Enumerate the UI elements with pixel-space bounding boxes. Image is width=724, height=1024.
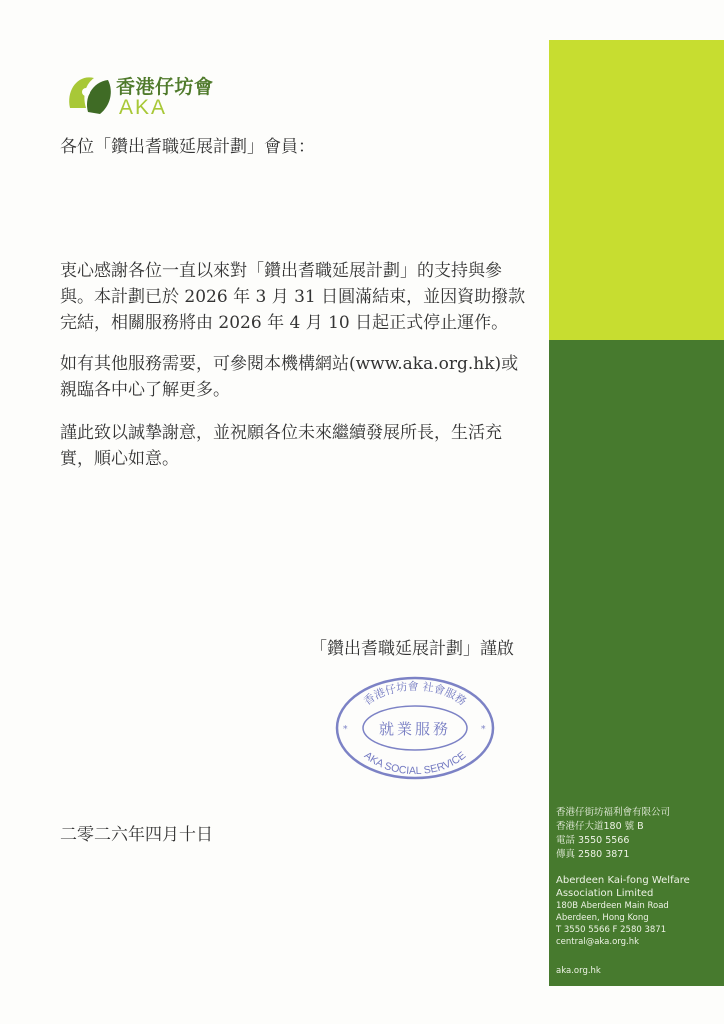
contact-cn-line: 傳真 2580 3871 bbox=[556, 849, 630, 860]
paragraph-line: 實，順心如意。 bbox=[60, 449, 179, 469]
svg-text:*: * bbox=[481, 725, 486, 735]
body-paragraph-3 bbox=[60, 420, 502, 472]
contact-en-line: T 3550 5566 F 2580 3871 bbox=[556, 925, 667, 935]
organization-logo bbox=[64, 68, 234, 124]
logo-chinese-name: 香港仔坊會 bbox=[116, 76, 214, 98]
contact-website: aka.org.hk bbox=[556, 966, 601, 976]
organization-stamp bbox=[333, 672, 497, 782]
paragraph-line: 衷心感謝各位一直以來對「鑽出耆職延展計劃」的支持與參 bbox=[60, 261, 502, 281]
body-paragraph-1 bbox=[60, 258, 525, 336]
svg-text:*: * bbox=[343, 725, 348, 735]
contact-en-name-line: Aberdeen Kai-fong Welfare bbox=[556, 875, 690, 886]
contact-en-name-line: Association Limited bbox=[556, 888, 654, 899]
paragraph-line: 謹此致以誠摯謝意，並祝願各位未來繼續發展所長，生活充 bbox=[60, 423, 502, 443]
salutation: 各位「鑽出耆職延展計劃」會員： bbox=[60, 137, 315, 157]
paragraph-line: 完結，相關服務將由 2026 年 4 月 10 日起正式停止運作。 bbox=[60, 313, 509, 333]
body-paragraph-2 bbox=[60, 351, 518, 403]
stamp-bottom-arc: AKA SOCIAL SERVICE bbox=[361, 749, 469, 778]
letter-date: 二零二六年四月十日 bbox=[60, 825, 213, 845]
contact-en-line: 180B Aberdeen Main Road bbox=[556, 901, 669, 911]
stamp-top-arc: 香港仔坊會 社會服務 bbox=[361, 679, 469, 709]
contact-en-name bbox=[556, 874, 716, 900]
contact-cn-line: 香港仔街坊福利會有限公司 bbox=[556, 807, 671, 818]
paragraph-line: 親臨各中心了解更多。 bbox=[60, 380, 230, 400]
decorative-band-light bbox=[549, 40, 724, 340]
contact-block bbox=[556, 806, 716, 976]
contact-cn-line: 電話 3550 5566 bbox=[556, 835, 630, 846]
contact-email: central@aka.org.hk bbox=[556, 937, 640, 947]
logo-english-name: AKA bbox=[119, 96, 168, 119]
logo-mark-icon bbox=[64, 68, 116, 120]
stamp-center-text: 就業服務 bbox=[378, 720, 452, 738]
signature: 「鑽出耆職延展計劃」謹啟 bbox=[310, 639, 514, 659]
contact-en-line: Aberdeen, Hong Kong bbox=[556, 913, 649, 923]
paragraph-line: 與。本計劃已於 2026 年 3 月 31 日圓滿結束，並因資助撥款 bbox=[60, 287, 526, 307]
paragraph-line: 如有其他服務需要，可參閱本機構網站(www.aka.org.hk)或 bbox=[60, 354, 519, 374]
contact-cn-line: 香港仔大道180 號 B bbox=[556, 821, 644, 832]
